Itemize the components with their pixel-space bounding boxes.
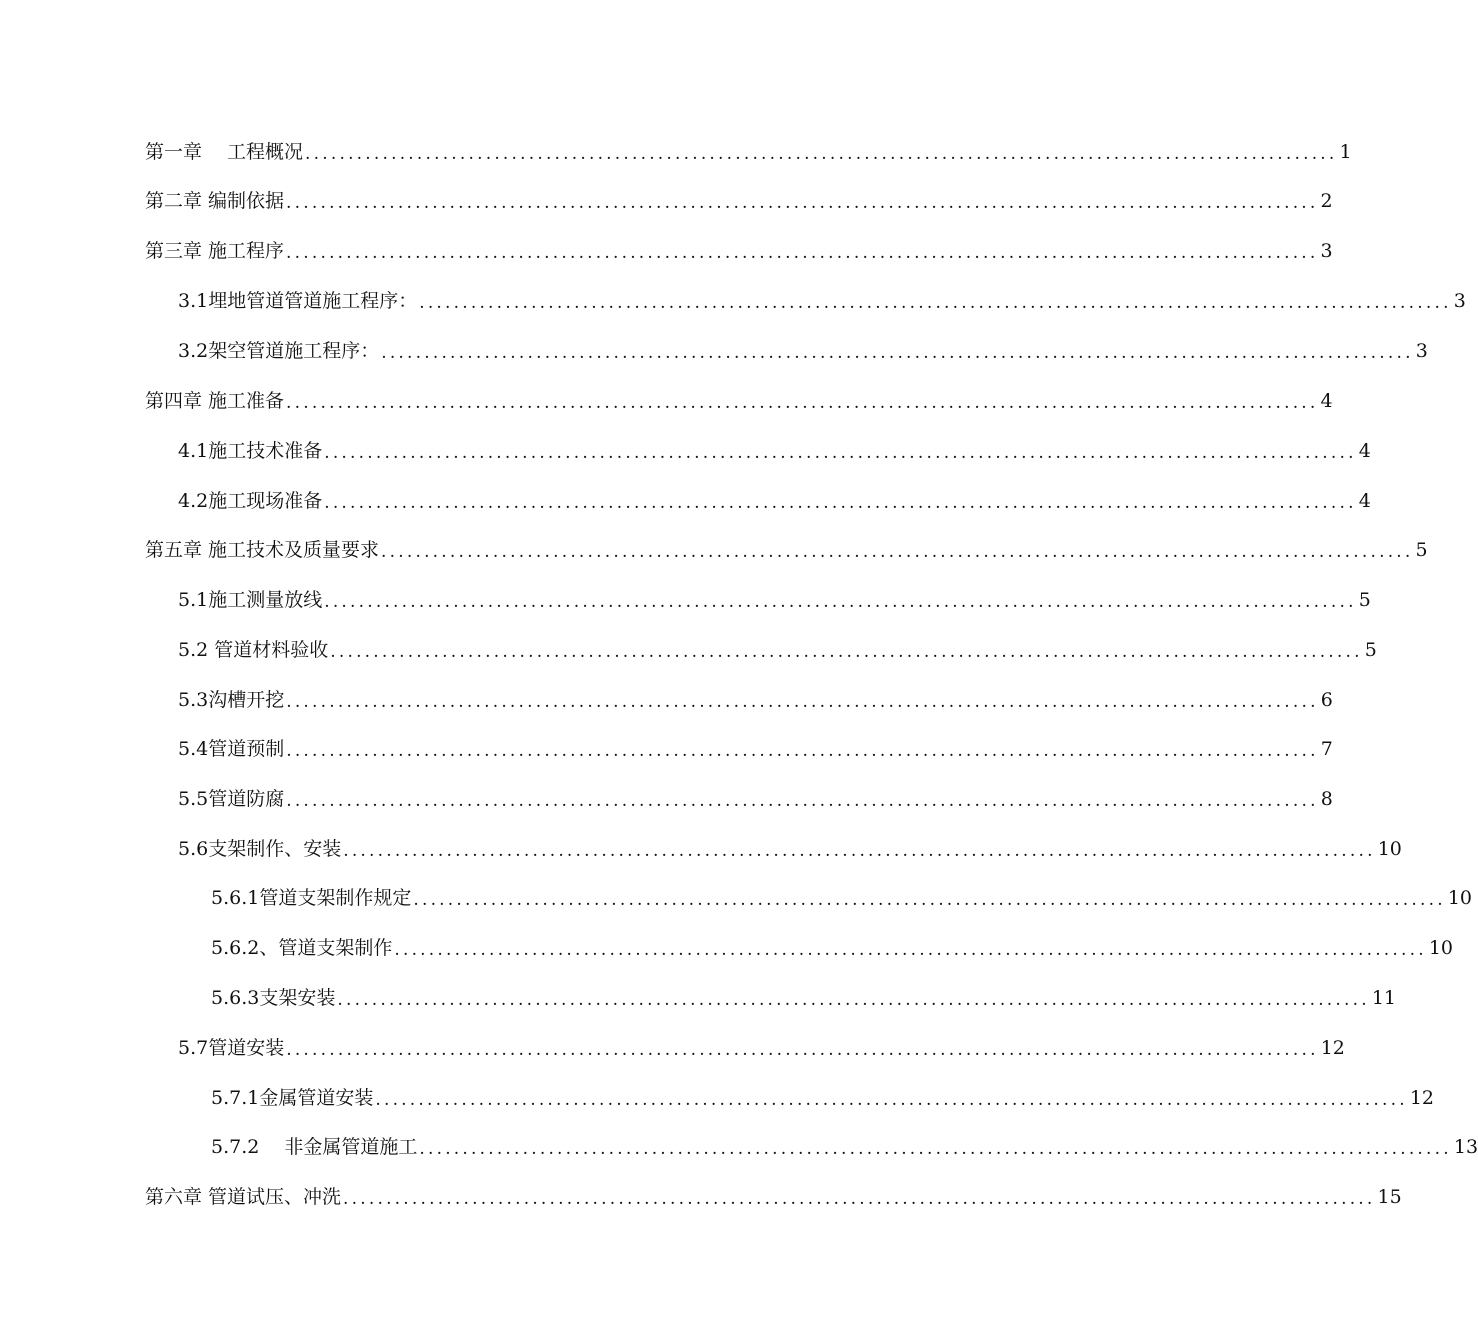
toc-entry-label: 第一章 工程概况	[145, 141, 304, 163]
toc-page-number: 10	[1428, 937, 1454, 959]
toc-entry-label: 5.6.2、管道支架制作	[211, 937, 393, 959]
toc-entry-section-4-1[interactable]	[178, 436, 1371, 466]
toc-page-number: 13	[1453, 1136, 1478, 1158]
toc-entry-section-5-7-2[interactable]	[211, 1132, 1478, 1162]
toc-dot-leader: ........................................................................................................................	[343, 841, 1376, 861]
toc-dot-leader: ........................................................................................................................	[330, 642, 1363, 662]
toc-entry-label: 5.1施工测量放线	[178, 589, 323, 611]
toc-page-number: 7	[1320, 738, 1333, 760]
toc-dot-leader: ........................................................................................................................	[337, 990, 1370, 1010]
toc-entry-chapter-5[interactable]	[145, 535, 1428, 565]
toc-page-number: 11	[1371, 987, 1397, 1009]
toc-entry-section-5-7[interactable]	[178, 1033, 1345, 1063]
toc-entry-section-5-4[interactable]	[178, 734, 1333, 764]
toc-page-number: 4	[1358, 490, 1371, 512]
toc-page-number: 5	[1415, 539, 1428, 561]
toc-entry-chapter-6[interactable]	[145, 1182, 1402, 1212]
toc-entry-section-3-1[interactable]	[178, 286, 1466, 316]
toc-entry-chapter-1[interactable]	[145, 137, 1352, 167]
toc-entry-label: 5.6.1管道支架制作规定	[211, 887, 412, 909]
toc-page-number: 4	[1320, 390, 1333, 412]
toc-page-number: 4	[1358, 440, 1371, 462]
toc-dot-leader: ........................................................................................................................	[286, 393, 1319, 413]
toc-page-number: 5	[1358, 589, 1371, 611]
toc-entry-section-5-5[interactable]	[178, 784, 1333, 814]
toc-page-number: 2	[1320, 190, 1333, 212]
toc-entry-label: 5.6支架制作、安装	[178, 838, 342, 860]
toc-dot-leader: ........................................................................................................................	[286, 243, 1319, 263]
toc-entry-label: 5.6.3支架安装	[211, 987, 336, 1009]
toc-entry-label: 第五章 施工技术及质量要求	[145, 539, 380, 561]
toc-entry-label: 第六章 管道试压、冲洗	[145, 1186, 342, 1208]
toc-entry-chapter-2[interactable]	[145, 186, 1333, 216]
toc-entry-section-5-3[interactable]	[178, 685, 1333, 715]
toc-dot-leader: ........................................................................................................................	[286, 791, 1319, 811]
toc-entry-chapter-3[interactable]	[145, 236, 1333, 266]
toc-dot-leader: ........................................................................................................................	[324, 592, 1357, 612]
toc-page-number: 12	[1320, 1037, 1345, 1059]
toc-entry-label: 第四章 施工准备	[145, 390, 285, 412]
toc-entry-label: 5.7.1金属管道安装	[211, 1087, 374, 1109]
toc-entry-label: 第三章 施工程序	[145, 240, 285, 262]
toc-entry-section-5-2[interactable]	[178, 635, 1377, 665]
toc-page-number: 3	[1320, 240, 1333, 262]
toc-page-number: 12	[1409, 1087, 1435, 1109]
toc-dot-leader: ........................................................................................................................	[286, 741, 1319, 761]
toc-page-number: 5	[1364, 639, 1377, 661]
toc-entry-label: 5.7.2 非金属管道施工	[211, 1136, 418, 1158]
toc-entry-section-5-6[interactable]	[178, 834, 1402, 864]
toc-page-number: 15	[1377, 1186, 1402, 1208]
toc-page-number: 6	[1320, 689, 1333, 711]
toc-dot-leader: ........................................................................................................................	[286, 193, 1319, 213]
toc-entry-section-3-2[interactable]	[178, 336, 1428, 366]
toc-dot-leader: ........................................................................................................................	[324, 493, 1357, 513]
toc-page-number: 10	[1377, 838, 1402, 860]
toc-entry-section-5-6-2[interactable]	[211, 933, 1454, 963]
toc-dot-leader: ........................................................................................................................	[286, 692, 1319, 712]
toc-dot-leader: ........................................................................................................................	[343, 1189, 1376, 1209]
toc-dot-leader: ........................................................................................................................	[419, 293, 1452, 313]
toc-page-number: 3	[1415, 340, 1428, 362]
toc-dot-leader: ........................................................................................................................	[324, 443, 1357, 463]
toc-page-number: 3	[1453, 290, 1466, 312]
toc-entry-section-5-6-1[interactable]	[211, 883, 1473, 913]
toc-dot-leader: ........................................................................................................................	[381, 343, 1414, 363]
toc-page-number: 1	[1339, 141, 1352, 163]
toc-entry-label: 5.7管道安装	[178, 1037, 285, 1059]
toc-dot-leader: ........................................................................................................................	[419, 1139, 1452, 1159]
toc-entry-section-4-2[interactable]	[178, 486, 1371, 516]
toc-entry-label: 5.5管道防腐	[178, 788, 285, 810]
toc-entry-label: 4.2施工现场准备	[178, 490, 323, 512]
toc-entry-label: 3.2架空管道施工程序：	[178, 340, 380, 362]
toc-entry-chapter-4[interactable]	[145, 386, 1333, 416]
toc-dot-leader: ........................................................................................................................	[305, 144, 1338, 164]
toc-entry-label: 5.4管道预制	[178, 738, 285, 760]
toc-entry-section-5-6-3[interactable]	[211, 983, 1397, 1013]
toc-entry-label: 第二章 编制依据	[145, 190, 285, 212]
toc-entry-section-5-7-1[interactable]	[211, 1083, 1435, 1113]
toc-page-number: 10	[1447, 887, 1473, 909]
toc-dot-leader: ........................................................................................................................	[394, 940, 1427, 960]
toc-dot-leader: ........................................................................................................................	[375, 1090, 1408, 1110]
toc-dot-leader: ........................................................................................................................	[413, 890, 1446, 910]
toc-entry-label: 5.3沟槽开挖	[178, 689, 285, 711]
toc-entry-section-5-1[interactable]	[178, 585, 1371, 615]
toc-dot-leader: ........................................................................................................................	[286, 1040, 1319, 1060]
toc-entry-label: 5.2 管道材料验收	[178, 639, 329, 661]
toc-page-number: 8	[1320, 788, 1333, 810]
toc-entry-label: 4.1施工技术准备	[178, 440, 323, 462]
toc-dot-leader: ........................................................................................................................	[381, 542, 1414, 562]
toc-entry-label: 3.1埋地管道管道施工程序：	[178, 290, 418, 312]
